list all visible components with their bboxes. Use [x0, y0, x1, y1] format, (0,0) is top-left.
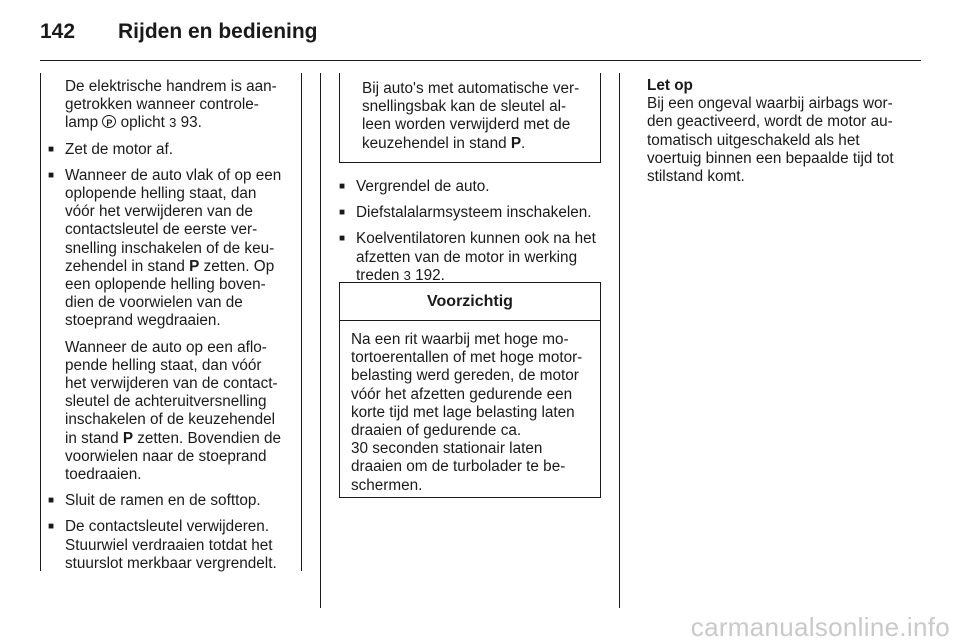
- column-1: [48, 78, 294, 573]
- warning-title: Voorzichtig: [340, 283, 600, 321]
- warning-box: [339, 282, 601, 498]
- page-number: 142: [40, 20, 76, 43]
- list-item: ■ De contactsleutel verwijderen. Stuurwiel verdraaien totdat het stuurslot merkbaar vergrendelt.: [48, 518, 294, 573]
- list-item: ■ Zet de motor af.: [48, 141, 294, 159]
- header-rule: [40, 60, 921, 61]
- sub-paragraph: Wanneer de auto op een aflo- pende helling staat, dan vóór het verwijderen van de contact- sleutel de achteruitversnelling inschakelen of de keuzehendel in stand P zetten. Bovendien de voorwielen naar de stoeprand toedraaien.: [65, 338, 282, 484]
- column-divider-2: [320, 73, 321, 608]
- list-item: ■ Sluit de ramen en de softtop.: [48, 492, 294, 510]
- column-2-list: [339, 170, 611, 285]
- cross-reference-icon: 3: [169, 115, 177, 131]
- intro-paragraph: De elektrische handrem is aan- getrokken wanneer controle- lamp P oplicht 3 93.: [48, 78, 294, 133]
- list-item: ■ Diefstalalarmsysteem inschakelen.: [339, 204, 611, 222]
- list-item: ■ Wanneer de auto vlak of op een oplopende helling staat, dan vóór het verwijderen van de contactsleutel de eerste ver- snelling inschakelen of de keu- zehendel in stand P zetten. Op een oplopende helling boven- dien de voorwielen van de stoeprand wegdraaien.: [48, 167, 294, 331]
- info-box: Bij auto's met automatische ver- snellingsbak kan de sleutel al- leen worden verwijderd met de keuzehendel in stand P.: [339, 73, 601, 163]
- watermark: carmanualsonline.info: [690, 612, 950, 642]
- column-divider-1: [301, 73, 302, 571]
- warning-body: Na een rit waarbij met hoge mo- tortoerentallen of met hoge motor- belasting werd gereden, de motor vóór het afzetten gedurende een korte tijd met lage belasting laten draaien of gedurende ca. 30 seconden stationair laten draaien om de turbolader te be- schermen.: [351, 331, 583, 494]
- column-3: Let op Bij een ongeval waarbij airbags wor- den geactiveerd, wordt de motor au- tomatisch uitgeschakeld als het voertuig binnen een bepaalde tijd tot stilstand komt.: [647, 77, 912, 186]
- page-title: Rijden en bediening: [118, 20, 318, 43]
- list-item: ■ Vergrendel de auto.: [339, 178, 611, 196]
- column-divider-left-bracket: [40, 73, 41, 571]
- list-item: ■ Koelventilatoren kunnen ook na het afzetten van de motor in werking treden 3 192.: [339, 230, 611, 285]
- page-header: [40, 14, 920, 54]
- parking-brake-lamp-icon: [102, 115, 116, 128]
- note-title: Let op: [647, 77, 693, 94]
- column-divider-3: [619, 73, 620, 608]
- cross-reference-icon: 3: [403, 267, 411, 283]
